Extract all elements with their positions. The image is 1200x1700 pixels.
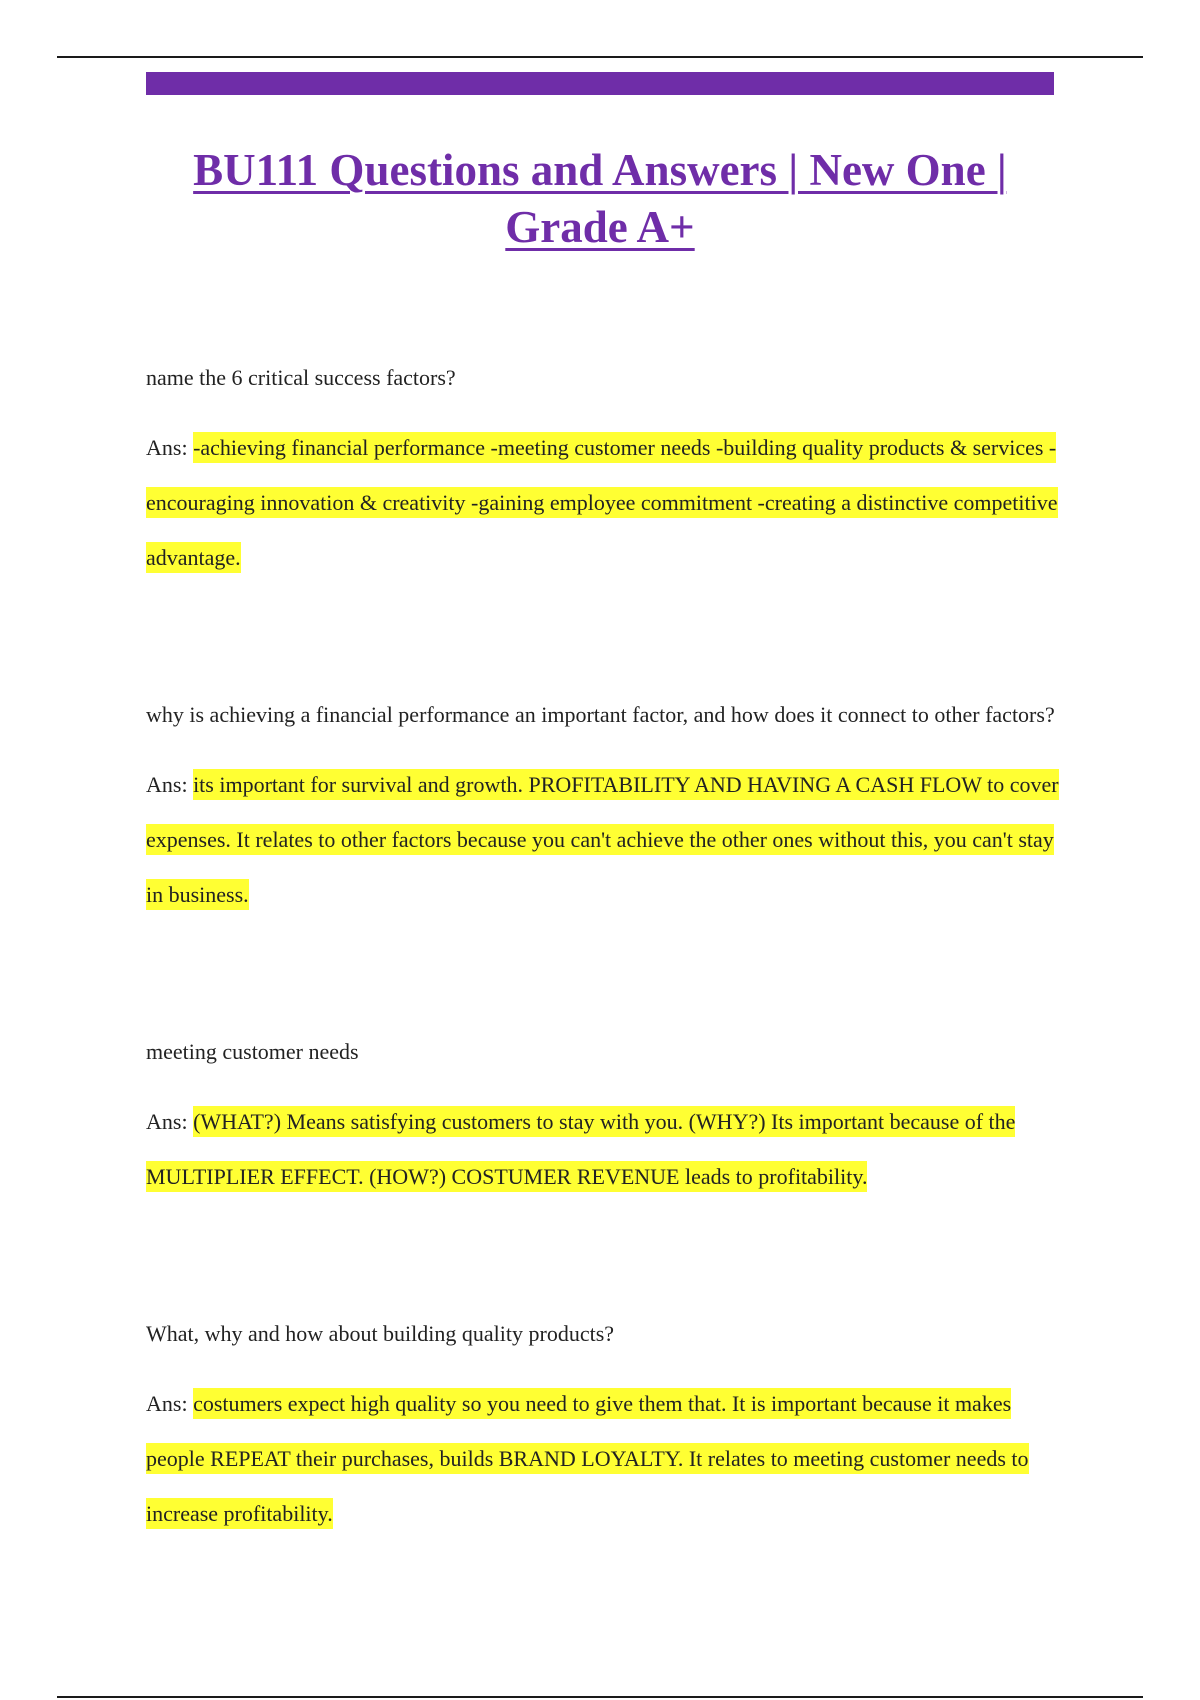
answer-prefix: Ans: bbox=[146, 772, 188, 797]
qa-item bbox=[146, 687, 1061, 922]
question-text: What, why and how about building quality products? bbox=[146, 1321, 615, 1346]
answer-prefix: Ans: bbox=[146, 435, 188, 460]
top-rule bbox=[57, 56, 1143, 58]
qa-item bbox=[146, 1306, 1061, 1541]
bottom-rule bbox=[57, 1696, 1143, 1698]
answer-prefix: Ans: bbox=[146, 1109, 188, 1134]
document-title: BU111 Questions and Answers | New One | Grade A+ bbox=[193, 145, 1007, 252]
answer-text: (WHAT?) Means satisfying customers to stay with you. (WHY?) Its important because of the MULTIPLIER EFFECT. (HOW?) COSTUMER REVENUE leads to profitability. bbox=[146, 1106, 1015, 1192]
question-text: why is achieving a financial performance an important factor, and how does it connect to other factors? bbox=[146, 702, 1055, 727]
answer-text: costumers expect high quality so you need to give them that. It is important because it makes people REPEAT their purchases, builds BRAND LOYALTY. It relates to meeting customer needs to increase profitability. bbox=[146, 1388, 1029, 1529]
answer-paragraph bbox=[146, 1094, 1061, 1204]
question-text: name the 6 critical success factors? bbox=[146, 365, 456, 390]
qa-item bbox=[146, 1024, 1061, 1204]
answer-text: its important for survival and growth. PROFITABILITY AND HAVING A CASH FLOW to cover expenses. It relates to other factors because you can't achieve the other ones without this, you can't stay in business. bbox=[146, 769, 1059, 910]
question-text: meeting customer needs bbox=[146, 1039, 359, 1064]
answer-paragraph bbox=[146, 420, 1061, 585]
qa-item bbox=[146, 350, 1061, 585]
answer-text: -achieving financial performance -meeting customer needs -building quality products & services -encouraging innovation & creativity -gaining employee commitment -creating a distinctive competitive advantage. bbox=[146, 432, 1058, 573]
header-banner bbox=[146, 72, 1054, 95]
qa-content bbox=[146, 350, 1061, 1541]
answer-paragraph bbox=[146, 1376, 1061, 1541]
answer-prefix: Ans: bbox=[146, 1391, 188, 1416]
answer-paragraph bbox=[146, 757, 1061, 922]
